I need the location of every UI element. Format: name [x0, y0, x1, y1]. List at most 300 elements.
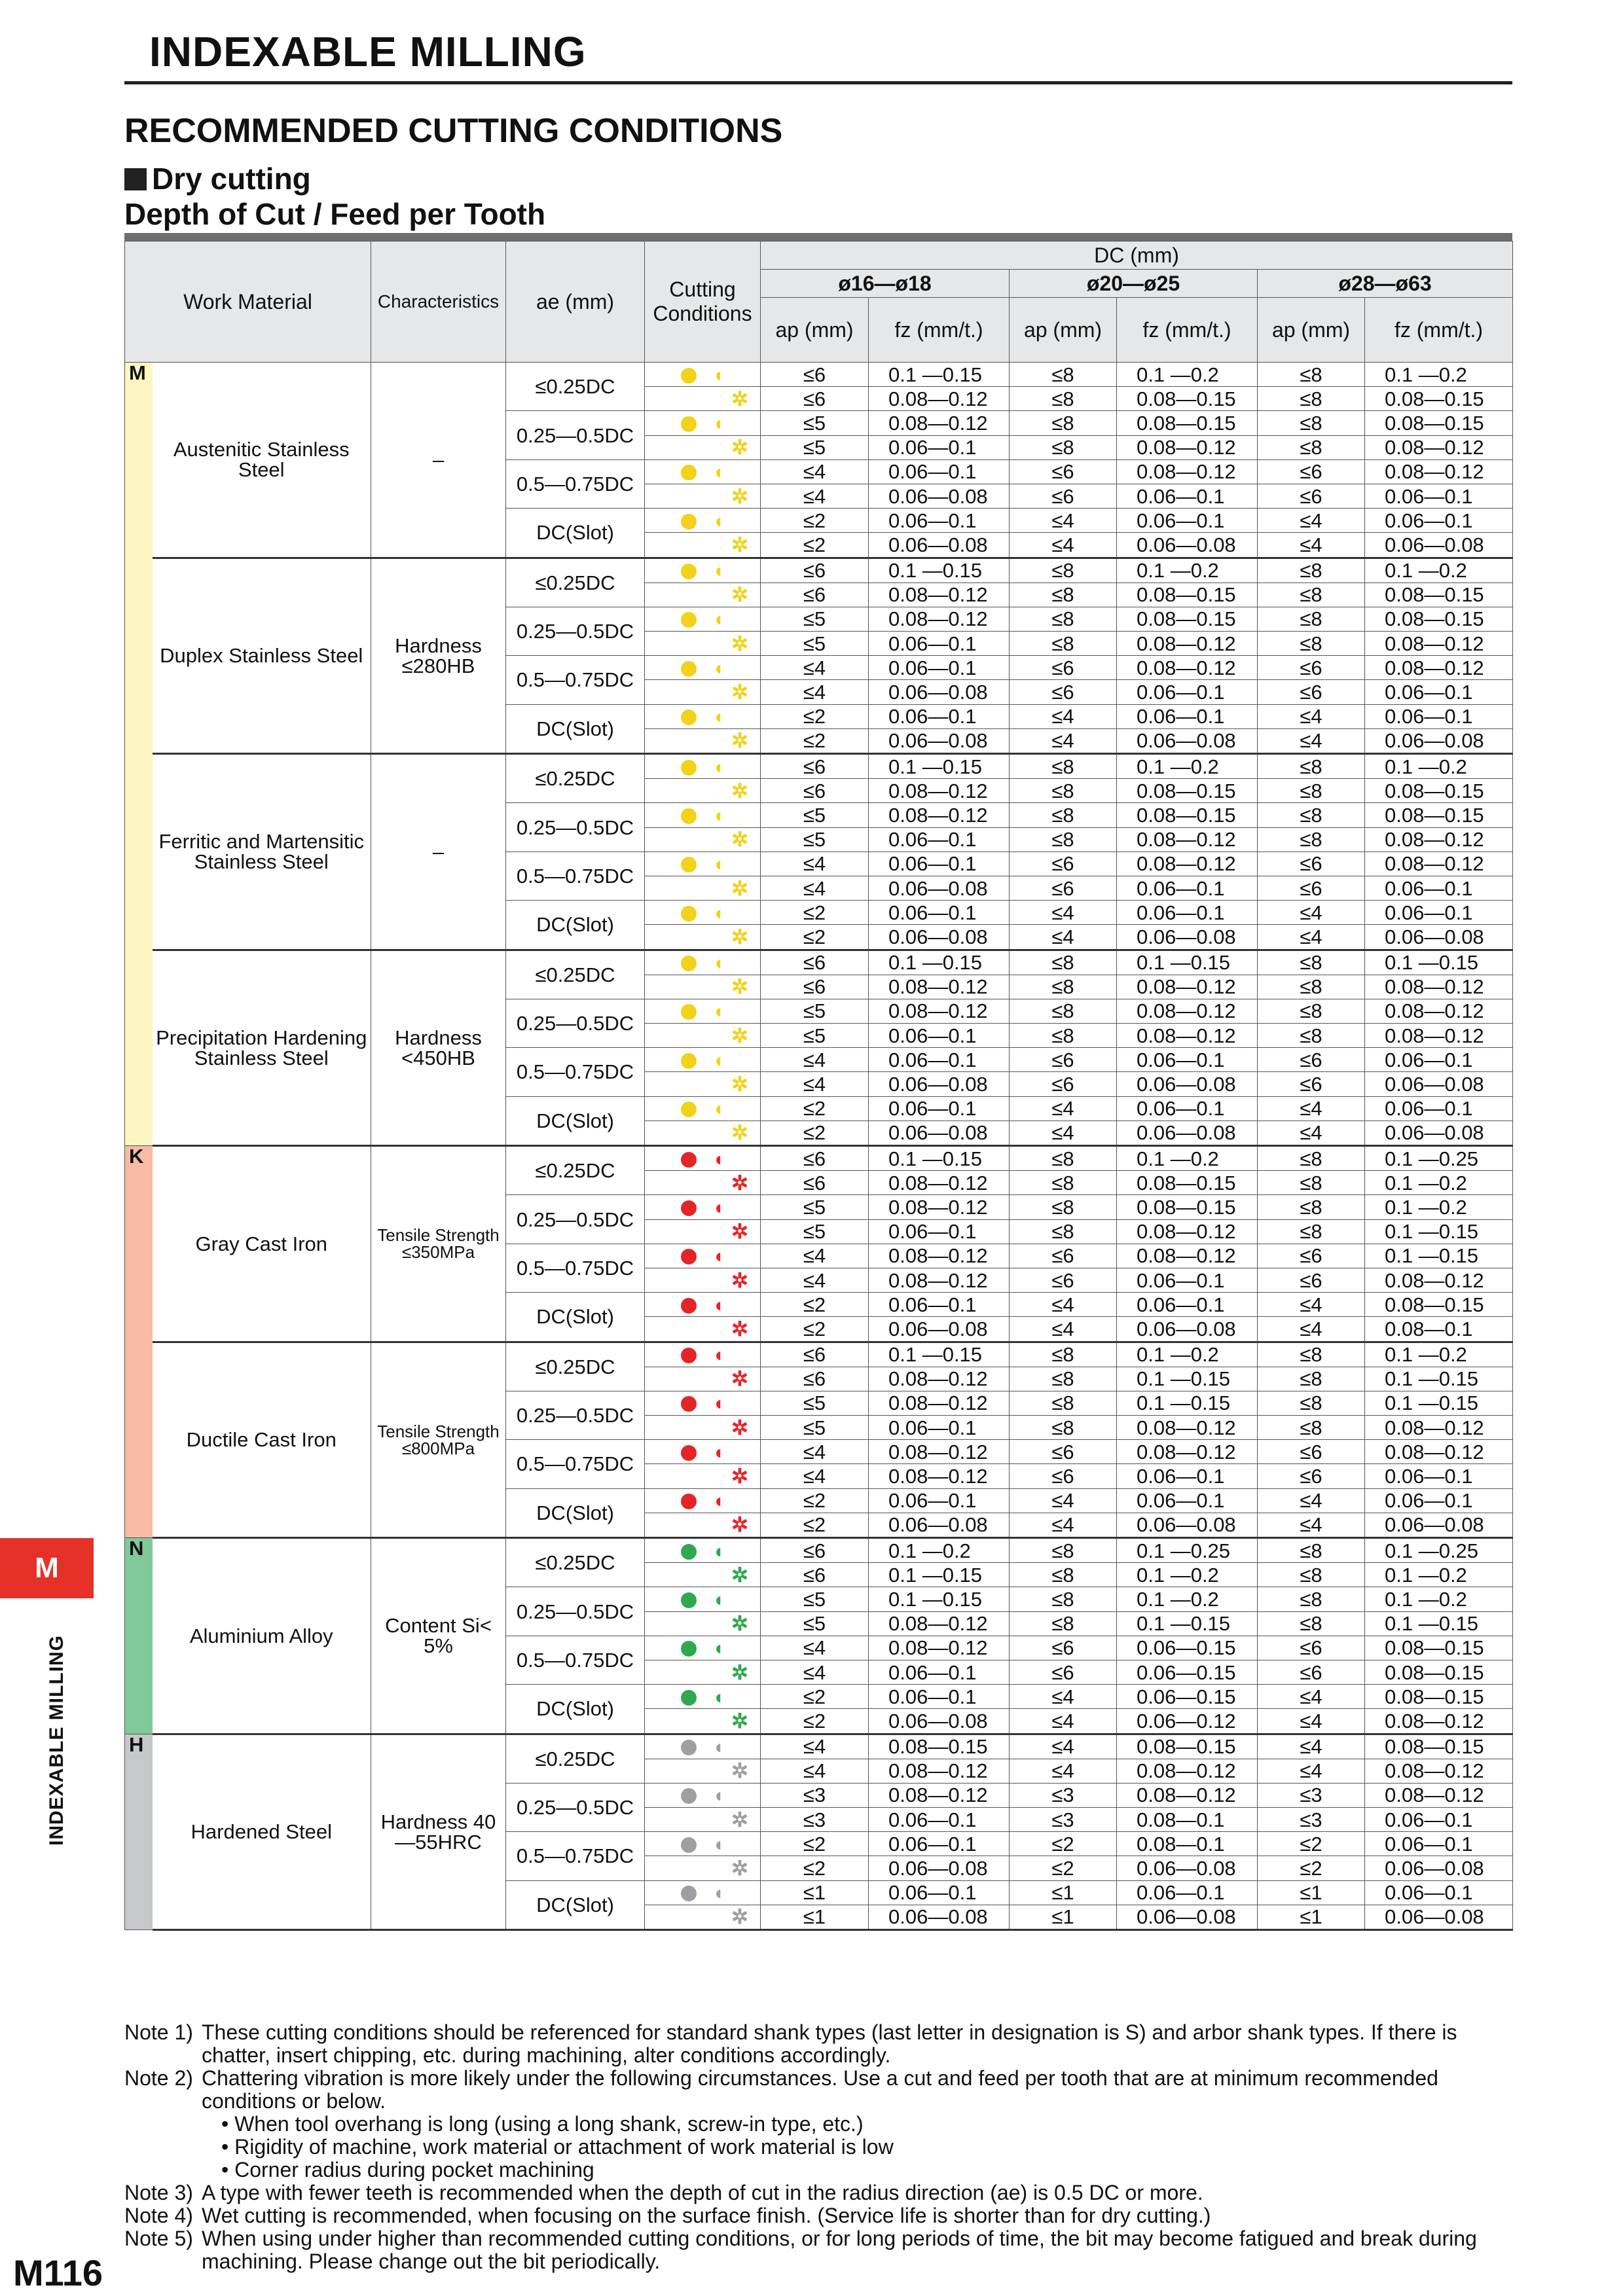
header-ap: ap (mm): [1258, 298, 1365, 363]
table-row: [125, 1342, 1513, 1367]
stable-condition-icon: [681, 709, 697, 725]
ap-value: ≤8: [1010, 607, 1117, 631]
stable-condition-icon: [681, 1200, 697, 1216]
cutting-condition-icons: [645, 1096, 761, 1121]
fz-value: 0.08—0.12: [1117, 1783, 1258, 1807]
ap-value: ≤4: [1010, 1759, 1117, 1783]
cutting-condition-icons: [645, 1488, 761, 1513]
fz-value: 0.06—0.1: [869, 435, 1010, 459]
fz-value: 0.08—0.12: [869, 607, 1010, 631]
fz-value: 0.06—0.1: [1365, 484, 1513, 508]
ae-value: DC(Slot): [506, 1685, 645, 1734]
fz-value: 0.1 —0.15: [869, 1342, 1010, 1367]
ap-value: ≤8: [1010, 803, 1117, 827]
general-condition-icon: ◖: [712, 706, 725, 728]
ap-value: ≤8: [1258, 1024, 1365, 1048]
cutting-condition-icons: [645, 1416, 761, 1440]
fz-value: 0.08—0.12: [1365, 459, 1513, 484]
ap-value: ≤8: [1258, 435, 1365, 459]
work-material-name: Duplex Stainless Steel: [153, 558, 371, 754]
ap-value: ≤8: [1258, 583, 1365, 607]
ae-value: DC(Slot): [506, 901, 645, 950]
stable-condition-icon: [681, 1788, 697, 1804]
fz-value: 0.08—0.12: [869, 1171, 1010, 1195]
fz-value: 0.06—0.1: [869, 1660, 1010, 1684]
ap-value: ≤6: [1010, 1464, 1117, 1488]
ae-value: 0.25—0.5DC: [506, 1391, 645, 1439]
stable-condition-icon: [681, 514, 697, 529]
fz-value: 0.06—0.1: [869, 901, 1010, 925]
ae-value: ≤0.25DC: [506, 1538, 645, 1587]
ap-value: ≤8: [1010, 779, 1117, 803]
ap-value: ≤8: [1258, 1611, 1365, 1636]
header-cutting-conditions: Cutting Conditions: [645, 242, 761, 363]
unstable-condition-icon: ✲: [731, 828, 748, 852]
ap-value: ≤2: [761, 1685, 869, 1709]
unstable-condition-icon: ✲: [731, 975, 748, 999]
cutting-condition-icons: [645, 1293, 761, 1317]
ap-value: ≤8: [1010, 1342, 1117, 1367]
fz-value: 0.1 —0.15: [1117, 1391, 1258, 1415]
unstable-condition-icon: ✲: [731, 1073, 748, 1096]
fz-value: 0.08—0.12: [1365, 827, 1513, 852]
note-item: • Rigidity of machine, work material or attachment of work material is low: [221, 2135, 894, 2159]
ap-value: ≤3: [1258, 1808, 1365, 1832]
fz-value: 0.06—0.08: [1117, 1121, 1258, 1145]
unstable-condition-icon: ✲: [731, 1808, 748, 1831]
header-ap: ap (mm): [1010, 298, 1117, 363]
general-condition-icon: ◖: [712, 510, 725, 532]
fz-value: 0.06—0.1: [1365, 1832, 1513, 1856]
ae-value: ≤0.25DC: [506, 1342, 645, 1391]
ap-value: ≤4: [1258, 1121, 1365, 1145]
ae-value: ≤0.25DC: [506, 363, 645, 411]
note-label: Note 2): [124, 2066, 193, 2090]
ap-value: ≤3: [1010, 1783, 1117, 1807]
ap-value: ≤6: [1258, 876, 1365, 900]
fz-value: 0.08—0.15: [1117, 1734, 1258, 1759]
ap-value: ≤8: [1010, 1611, 1117, 1636]
fz-value: 0.06—0.1: [869, 632, 1010, 656]
stable-condition-icon: [681, 1641, 697, 1657]
ap-value: ≤6: [1258, 1440, 1365, 1464]
unstable-condition-icon: ✲: [731, 583, 748, 607]
fz-value: 0.08—0.15: [1117, 387, 1258, 411]
group-letter-m: M: [125, 363, 153, 1146]
unstable-condition-icon: ✲: [731, 1220, 748, 1244]
cutting-condition-icons: [645, 1244, 761, 1268]
fz-value: 0.06—0.1: [1117, 1464, 1258, 1488]
stable-condition-icon: [681, 1396, 697, 1412]
ap-value: ≤8: [1258, 1219, 1365, 1244]
header-fz: fz (mm/t.): [1365, 298, 1513, 363]
ae-value: 0.25—0.5DC: [506, 999, 645, 1047]
unstable-condition-icon: ✲: [731, 436, 748, 459]
general-condition-icon: ◖: [712, 1148, 725, 1170]
ae-value: 0.5—0.75DC: [506, 852, 645, 900]
note-text: A type with fewer teeth is recommended when the depth of cut in the radius direction (ae) is 0.5 DC or more.: [202, 2181, 1203, 2204]
ap-value: ≤8: [1258, 1563, 1365, 1587]
ap-value: ≤2: [761, 1488, 869, 1513]
ap-value: ≤4: [761, 876, 869, 900]
fz-value: 0.1 —0.15: [869, 558, 1010, 583]
ap-value: ≤6: [761, 950, 869, 975]
header-range-20-25: ø20—ø25: [1010, 270, 1258, 298]
fz-value: 0.06—0.1: [1365, 1048, 1513, 1072]
cutting-condition-icons: [645, 484, 761, 508]
ae-value: 0.5—0.75DC: [506, 1244, 645, 1292]
ap-value: ≤2: [761, 925, 869, 950]
cutting-condition-icons: [645, 1905, 761, 1929]
ap-value: ≤6: [1258, 1072, 1365, 1096]
ap-value: ≤4: [1258, 1096, 1365, 1121]
unstable-condition-icon: ✲: [731, 729, 748, 753]
general-condition-icon: ◖: [712, 461, 725, 484]
characteristics: Tensile Strength ≤350MPa: [371, 1146, 506, 1342]
ap-value: ≤1: [1258, 1905, 1365, 1929]
fz-value: 0.06—0.1: [1117, 876, 1258, 900]
fz-value: 0.06—0.08: [869, 876, 1010, 900]
ap-value: ≤8: [1010, 1391, 1117, 1415]
ap-value: ≤5: [761, 1391, 869, 1415]
ap-value: ≤4: [761, 1072, 869, 1096]
ap-value: ≤6: [1258, 1048, 1365, 1072]
ap-value: ≤2: [1258, 1856, 1365, 1880]
ap-value: ≤4: [1010, 1096, 1117, 1121]
fz-value: 0.08—0.12: [1117, 827, 1258, 852]
ap-value: ≤6: [761, 754, 869, 779]
fz-value: 0.06—0.1: [869, 1219, 1010, 1244]
fz-value: 0.06—0.1: [1117, 1048, 1258, 1072]
fz-value: 0.08—0.15: [1117, 583, 1258, 607]
fz-value: 0.08—0.15: [1365, 1660, 1513, 1684]
ap-value: ≤4: [761, 656, 869, 680]
ae-value: DC(Slot): [506, 1096, 645, 1145]
fz-value: 0.06—0.08: [869, 680, 1010, 704]
fz-value: 0.06—0.1: [869, 1096, 1010, 1121]
cutting-condition-icons: [645, 1342, 761, 1367]
ap-value: ≤8: [1258, 1146, 1365, 1171]
unstable-condition-icon: ✲: [731, 533, 748, 556]
fz-value: 0.08—0.15: [1365, 803, 1513, 827]
ap-value: ≤3: [1258, 1783, 1365, 1807]
stable-condition-icon: [681, 465, 697, 480]
fz-value: 0.08—0.12: [1365, 656, 1513, 680]
fz-value: 0.08—0.12: [1117, 1416, 1258, 1440]
general-condition-icon: ◖: [712, 1098, 725, 1121]
ap-value: ≤2: [761, 1317, 869, 1342]
fz-value: 0.06—0.1: [1365, 704, 1513, 728]
header-work-material: Work Material: [125, 242, 371, 363]
fz-value: 0.08—0.12: [869, 411, 1010, 435]
fz-value: 0.08—0.12: [1365, 435, 1513, 459]
stable-condition-icon: [681, 1494, 697, 1509]
ap-value: ≤6: [761, 558, 869, 583]
fz-value: 0.06—0.1: [1117, 1880, 1258, 1905]
ap-value: ≤8: [1258, 999, 1365, 1023]
ap-value: ≤4: [1258, 1293, 1365, 1317]
fz-value: 0.06—0.08: [1365, 925, 1513, 950]
unstable-condition-icon: ✲: [731, 1171, 748, 1194]
cutting-condition-icons: [645, 1367, 761, 1391]
fz-value: 0.06—0.08: [1365, 533, 1513, 558]
cutting-condition-icons: [645, 1072, 761, 1096]
unstable-condition-icon: ✲: [731, 779, 748, 802]
fz-value: 0.06—0.15: [1117, 1636, 1258, 1660]
ap-value: ≤6: [1258, 484, 1365, 508]
ap-value: ≤8: [1258, 1416, 1365, 1440]
fz-value: 0.06—0.1: [869, 704, 1010, 728]
fz-value: 0.08—0.12: [869, 1195, 1010, 1219]
fz-value: 0.06—0.1: [869, 1048, 1010, 1072]
fz-value: 0.08—0.12: [869, 1391, 1010, 1415]
general-condition-icon: ◖: [712, 1686, 725, 1708]
fz-value: 0.08—0.12: [1365, 1440, 1513, 1464]
stable-condition-icon: [681, 1886, 697, 1901]
fz-value: 0.06—0.1: [1117, 704, 1258, 728]
ap-value: ≤6: [1010, 1048, 1117, 1072]
ap-value: ≤4: [761, 1636, 869, 1660]
notes-section: [124, 2021, 1519, 2273]
general-condition-icon: ◖: [712, 853, 725, 876]
general-condition-icon: ◖: [712, 1246, 725, 1268]
note-label: Note 3): [124, 2181, 193, 2204]
note-item: [124, 2021, 1519, 2067]
fz-value: 0.08—0.15: [1117, 779, 1258, 803]
side-tab-m[interactable]: M: [0, 1538, 94, 1598]
ap-value: ≤6: [1010, 852, 1117, 876]
ap-value: ≤2: [761, 1293, 869, 1317]
ap-value: ≤5: [761, 827, 869, 852]
ap-value: ≤2: [1010, 1832, 1117, 1856]
cutting-condition-icons: [645, 459, 761, 484]
general-condition-icon: ◖: [712, 1441, 725, 1463]
ap-value: ≤4: [1258, 1685, 1365, 1709]
fz-value: 0.08—0.12: [1365, 1759, 1513, 1783]
fz-value: 0.08—0.12: [1117, 852, 1258, 876]
fz-value: 0.06—0.08: [869, 1317, 1010, 1342]
characteristics: Content Si< 5%: [371, 1538, 506, 1734]
table-row: [125, 1538, 1513, 1563]
unstable-condition-icon: ✲: [731, 1660, 748, 1684]
fz-value: 0.1 —0.2: [1365, 1171, 1513, 1195]
ap-value: ≤8: [1010, 1416, 1117, 1440]
table-row: [125, 363, 1513, 387]
ap-value: ≤6: [1258, 1660, 1365, 1684]
fz-value: 0.08—0.12: [1117, 975, 1258, 999]
ap-value: ≤5: [761, 411, 869, 435]
fz-value: 0.08—0.15: [1365, 1685, 1513, 1709]
fz-value: 0.08—0.12: [869, 779, 1010, 803]
cutting-condition-icons: [645, 925, 761, 950]
fz-value: 0.06—0.08: [1117, 533, 1258, 558]
fz-value: 0.06—0.08: [1365, 728, 1513, 753]
unstable-condition-icon: ✲: [731, 484, 748, 508]
fz-value: 0.06—0.1: [1365, 1464, 1513, 1488]
unstable-condition-icon: ✲: [731, 1121, 748, 1145]
note-label: Note 4): [124, 2204, 193, 2227]
cutting-condition-icons: [645, 1636, 761, 1660]
ae-value: ≤0.25DC: [506, 558, 645, 607]
side-label: INDEXABLE MILLING: [46, 1635, 67, 1846]
fz-value: 0.1 —0.2: [1117, 754, 1258, 779]
ap-value: ≤5: [761, 435, 869, 459]
unstable-condition-icon: ✲: [731, 1367, 748, 1391]
general-condition-icon: ◖: [712, 364, 725, 386]
fz-value: 0.06—0.08: [869, 484, 1010, 508]
fz-value: 0.08—0.12: [869, 999, 1010, 1023]
ap-value: ≤2: [761, 704, 869, 728]
fz-value: 0.08—0.12: [869, 1367, 1010, 1391]
ae-value: 0.5—0.75DC: [506, 656, 645, 704]
general-condition-icon: ◖: [712, 756, 725, 778]
work-material-name: Precipitation Hardening Stainless Steel: [153, 950, 371, 1146]
ap-value: ≤4: [1010, 901, 1117, 925]
ap-value: ≤8: [1010, 1563, 1117, 1587]
stable-condition-icon: [681, 1690, 697, 1706]
unstable-condition-icon: ✲: [731, 1612, 748, 1636]
fz-value: 0.1 —0.15: [1117, 1367, 1258, 1391]
ap-value: ≤1: [761, 1880, 869, 1905]
unstable-condition-icon: ✲: [731, 1563, 748, 1587]
ap-value: ≤6: [1010, 484, 1117, 508]
fz-value: 0.1 —0.15: [869, 1146, 1010, 1171]
stable-condition-icon: [681, 760, 697, 776]
ap-value: ≤8: [1010, 975, 1117, 999]
fz-value: 0.1 —0.2: [1365, 558, 1513, 583]
fz-value: 0.06—0.1: [869, 1488, 1010, 1513]
ae-value: 0.5—0.75DC: [506, 1440, 645, 1488]
ae-value: 0.5—0.75DC: [506, 1048, 645, 1096]
ap-value: ≤4: [1010, 1513, 1117, 1537]
fz-value: 0.1 —0.2: [1365, 1195, 1513, 1219]
fz-value: 0.08—0.12: [1117, 656, 1258, 680]
cutting-condition-icons: [645, 1538, 761, 1563]
fz-value: 0.06—0.08: [869, 533, 1010, 558]
ap-value: ≤2: [761, 1832, 869, 1856]
ap-value: ≤5: [761, 607, 869, 631]
fz-value: 0.08—0.12: [869, 1440, 1010, 1464]
ap-value: ≤4: [1010, 1293, 1117, 1317]
fz-value: 0.08—0.15: [1117, 607, 1258, 631]
fz-value: 0.08—0.12: [1117, 435, 1258, 459]
fz-value: 0.08—0.15: [1365, 607, 1513, 631]
stable-condition-icon: [681, 661, 697, 677]
ap-value: ≤6: [1010, 1660, 1117, 1684]
ap-value: ≤6: [761, 363, 869, 387]
cutting-condition-icons: [645, 1808, 761, 1832]
header-ae: ae (mm): [506, 242, 645, 363]
ap-value: ≤2: [761, 1856, 869, 1880]
fz-value: 0.1 —0.2: [1365, 1342, 1513, 1367]
fz-value: 0.08—0.15: [1117, 803, 1258, 827]
ap-value: ≤4: [1010, 925, 1117, 950]
ap-value: ≤4: [761, 1759, 869, 1783]
ap-value: ≤8: [1258, 975, 1365, 999]
ap-value: ≤4: [761, 1734, 869, 1759]
ae-value: DC(Slot): [506, 1880, 645, 1929]
stable-condition-icon: [681, 1152, 697, 1168]
ap-value: ≤6: [761, 387, 869, 411]
ap-value: ≤4: [761, 680, 869, 704]
ae-value: 0.5—0.75DC: [506, 1636, 645, 1684]
note-item: [124, 2204, 1519, 2227]
fz-value: 0.1 —0.15: [1365, 1219, 1513, 1244]
ap-value: ≤8: [1010, 1024, 1117, 1048]
unstable-condition-icon: ✲: [731, 681, 748, 704]
fz-value: 0.1 —0.25: [1365, 1146, 1513, 1171]
subtitle-depth-feed: Depth of Cut / Feed per Tooth: [124, 197, 546, 231]
cutting-conditions-table: [124, 241, 1513, 1931]
fz-value: 0.08—0.15: [1365, 1734, 1513, 1759]
ap-value: ≤8: [1258, 1587, 1365, 1611]
general-condition-icon: ◖: [712, 1882, 725, 1905]
ap-value: ≤8: [1010, 1538, 1117, 1563]
cutting-condition-icons: [645, 704, 761, 728]
fz-value: 0.08—0.15: [1365, 387, 1513, 411]
general-condition-icon: ◖: [712, 1588, 725, 1611]
subtitle-text: Dry cutting: [152, 162, 311, 196]
fz-value: 0.08—0.15: [1365, 583, 1513, 607]
fz-value: 0.06—0.08: [1117, 925, 1258, 950]
group-letter-n: N: [125, 1538, 153, 1734]
ap-value: ≤4: [761, 1244, 869, 1268]
cutting-condition-icons: [645, 1440, 761, 1464]
ap-value: ≤5: [761, 1611, 869, 1636]
square-bullet-icon: [124, 168, 147, 190]
fz-value: 0.08—0.12: [1365, 1024, 1513, 1048]
cutting-condition-icons: [645, 1832, 761, 1856]
fz-value: 0.08—0.12: [1365, 975, 1513, 999]
fz-value: 0.1 —0.2: [1117, 1342, 1258, 1367]
ae-value: DC(Slot): [506, 704, 645, 753]
ap-value: ≤6: [1258, 1636, 1365, 1660]
characteristics: Hardness ≤280HB: [371, 558, 506, 754]
stable-condition-icon: [681, 416, 697, 432]
fz-value: 0.08—0.12: [1117, 1024, 1258, 1048]
ap-value: ≤8: [1010, 583, 1117, 607]
fz-value: 0.08—0.12: [1117, 1244, 1258, 1268]
ap-value: ≤4: [1010, 1709, 1117, 1734]
section-title: RECOMMENDED CUTTING CONDITIONS: [124, 112, 783, 150]
unstable-condition-icon: ✲: [731, 1905, 748, 1929]
ap-value: ≤6: [1258, 852, 1365, 876]
note-text: Chattering vibration is more likely under the following circumstances. Use a cut and feed per tooth that are at minimum recommended conditions or below.: [202, 2066, 1438, 2113]
ap-value: ≤6: [1258, 1244, 1365, 1268]
ap-value: ≤2: [761, 901, 869, 925]
ap-value: ≤4: [1258, 728, 1365, 753]
general-condition-icon: ◖: [712, 657, 725, 679]
fz-value: 0.1 —0.25: [1117, 1538, 1258, 1563]
ap-value: ≤8: [1010, 632, 1117, 656]
fz-value: 0.06—0.08: [1117, 1905, 1258, 1929]
ap-value: ≤8: [1258, 950, 1365, 975]
general-condition-icon: ◖: [712, 1049, 725, 1071]
cutting-condition-icons: [645, 999, 761, 1023]
ap-value: ≤6: [1010, 1440, 1117, 1464]
ap-value: ≤4: [1010, 533, 1117, 558]
ap-value: ≤6: [1010, 1268, 1117, 1292]
ap-value: ≤8: [1010, 1146, 1117, 1171]
fz-value: 0.06—0.1: [869, 656, 1010, 680]
table-row: [125, 950, 1513, 975]
fz-value: 0.08—0.12: [1117, 1759, 1258, 1783]
unstable-condition-icon: ✲: [731, 1465, 748, 1488]
ap-value: ≤4: [1258, 1734, 1365, 1759]
ap-value: ≤8: [1010, 1219, 1117, 1244]
fz-value: 0.08—0.1: [1117, 1832, 1258, 1856]
fz-value: 0.1 —0.2: [1117, 558, 1258, 583]
